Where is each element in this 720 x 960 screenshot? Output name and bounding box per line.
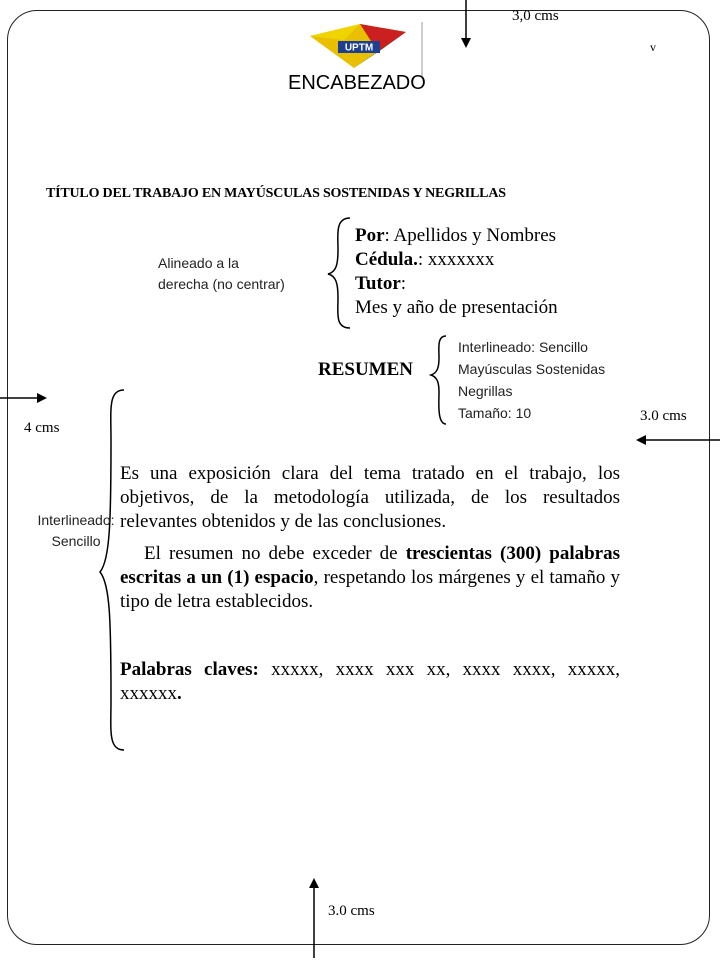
resumen-note: Interlineado: Sencillo xyxy=(458,339,588,355)
resumen-heading: RESUMEN xyxy=(318,359,414,380)
cedula-line xyxy=(355,248,558,272)
resumen-notes xyxy=(458,336,605,424)
right-margin-label: 3.0 cms xyxy=(640,408,687,424)
keywords-end: . xyxy=(177,683,182,704)
uptm-logo xyxy=(308,22,408,70)
author-line xyxy=(355,224,558,248)
resumen-note: Mayúsculas Sostenidas xyxy=(458,361,606,377)
top-margin-mark: v xyxy=(650,40,656,54)
bottom-margin-label: 3.0 cms xyxy=(328,903,375,919)
resumen-brace xyxy=(431,336,446,424)
alignment-note-line1: Alineado a la xyxy=(158,255,239,271)
alignment-note-line2: derecha (no centrar) xyxy=(158,276,285,292)
top-margin-label: 3,0 cms xyxy=(512,8,559,24)
por-label: Por xyxy=(355,225,385,246)
cedula-label: Cédula. xyxy=(355,249,418,270)
por-value: : Apellidos y Nombres xyxy=(384,225,557,246)
resumen-note: Tamaño: 10 xyxy=(458,405,532,421)
date-line: Mes y año de presentación xyxy=(355,297,558,318)
tutor-label: Tutor xyxy=(355,273,401,294)
tutor-value: : xyxy=(400,273,407,294)
abstract-paragraph-2 xyxy=(120,542,620,614)
keywords-value: xxxxx, xxxx xxx xx, xxxx xxxx, xxxxx, xxxxxx xyxy=(120,659,621,704)
left-margin-label: 4 cms xyxy=(24,420,60,436)
abstract-body xyxy=(120,462,620,706)
paragraph2-bold: trescientas (300) palabras escritas a un (1) espacio xyxy=(120,543,620,588)
tutor-line xyxy=(355,272,558,296)
keywords-paragraph xyxy=(120,658,620,706)
alignment-note xyxy=(158,253,285,295)
resumen-note: Negrillas xyxy=(458,383,513,399)
spacing-note-line2: Sencillo xyxy=(51,533,101,549)
header-label: ENCABEZADO xyxy=(288,72,426,94)
cedula-value: : xxxxxxx xyxy=(417,249,495,270)
paragraph2-text-a: El resumen no debe exceder de xyxy=(144,543,406,564)
abstract-paragraph-1: Es una exposición clara del tema tratado en el trabajo, los objetivos, de la metodología utilizada, de los resultados relevantes obtenidos y de las conclusiones. xyxy=(120,463,620,532)
author-brace xyxy=(328,218,350,328)
spacing-note-line1: Interlineado: xyxy=(37,512,115,528)
logo-text: UPTM xyxy=(344,42,374,54)
spacing-note xyxy=(36,510,116,552)
document-title: TÍTULO DEL TRABAJO EN MAYÚSCULAS SOSTENIDAS Y NEGRILLAS xyxy=(46,186,506,201)
author-block xyxy=(355,224,558,320)
keywords-label: Palabras claves: xyxy=(120,659,259,680)
paragraph2-text-c: , respetando los márgenes y el tamaño y tipo de letra establecidos. xyxy=(120,567,620,612)
